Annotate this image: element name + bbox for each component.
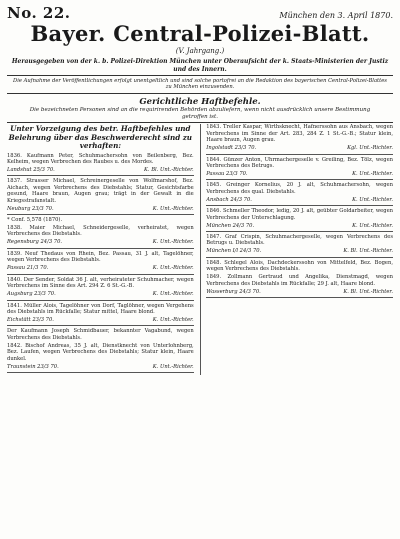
entry-signature bbox=[7, 317, 194, 323]
entry-signature bbox=[206, 289, 393, 295]
entry-office: K. Unt.-Richter. bbox=[352, 222, 393, 229]
entry-place: Ansbach 24/3 70. bbox=[206, 196, 252, 203]
warrant-entry: 1847. Graf Crispin, Schuhmachergeselle, wegen Verbrechens des Betrugs u. Diebstahls. bbox=[206, 234, 393, 247]
entry-office: K. Bl. Unt.-Richter. bbox=[343, 288, 393, 295]
right-column bbox=[206, 124, 393, 375]
section-rule bbox=[7, 122, 393, 123]
entry-signature bbox=[206, 223, 393, 229]
entry-place: Ingolstadt 23/3 70. bbox=[206, 145, 257, 152]
warrant-entry: * Conf. 5,578 (1870). bbox=[7, 217, 63, 224]
entry-office: K. Unt.-Richter. bbox=[152, 265, 194, 272]
entry-separator bbox=[206, 179, 393, 180]
notice-rule bbox=[7, 93, 393, 94]
warrant-entry: 1836. Kaufmann Peter, Schuhmachersohn von Beilenberg, Bez. Kelheim, wegen Verbrechen des Raubes u. des Mordes. bbox=[7, 152, 194, 166]
entry-separator bbox=[7, 372, 194, 373]
issue-number: No. 22. bbox=[7, 4, 71, 22]
entry-place: Wasserburg 24/3 70. bbox=[206, 288, 261, 295]
entry-place: Eichstätt 23/3 70. bbox=[7, 316, 54, 323]
entry-separator bbox=[7, 175, 194, 176]
entry-office: K. Unt.-Richter. bbox=[152, 291, 194, 298]
entry-place: Traunstein 23/3 70. bbox=[7, 363, 59, 370]
entry-separator bbox=[7, 274, 194, 275]
masthead-top bbox=[7, 4, 393, 20]
newspaper-page bbox=[7, 4, 393, 531]
warrant-entry: 1839. Neuf Thedaus von Rhein, Bez. Passau, 31 J. alt, Tagelöhner, wegen Verbrechens des Diebstahls. bbox=[7, 250, 194, 264]
warrant-entry: 1842. Bischof Andreas, 35 J. alt, Dienstknecht von Unterlohnberg, Bez. Laufen, wegen Verbrechens des Diebstahls; Statur klein, Haare dunkel. bbox=[7, 342, 194, 362]
entry-office: Kgl. Unt.-Richter. bbox=[347, 145, 393, 152]
entry-place: Passau 21/3 70. bbox=[7, 265, 49, 272]
entry-signature bbox=[206, 145, 393, 151]
entry-signature bbox=[7, 291, 194, 297]
warrant-entry: 1845. Greinger Kornelius, 20 J. alt, Schuhmachersohn, wegen Verbrechens des qual. Diebstahls. bbox=[206, 182, 393, 195]
entry-signature bbox=[7, 265, 194, 271]
entry-office: K. Bl. Unt.-Richter. bbox=[343, 248, 393, 255]
submission-notice: Die Aufnahme der Veröffentlichungen erfolgt unentgeltlich und sind solche portofrei an die Redaktion des bayerischen Central-Polizei-Blattes zu München einzusenden. bbox=[13, 78, 387, 91]
entry-separator bbox=[206, 257, 393, 258]
entry-office: K. Unt.-Richter. bbox=[352, 196, 393, 203]
header-rule bbox=[7, 75, 393, 76]
entry-separator bbox=[7, 248, 194, 249]
volume-label: (V. Jahrgang.) bbox=[175, 47, 225, 55]
entry-signature bbox=[206, 248, 393, 254]
warrant-entry: 1844. Günzer Anton, Uhrmachergeselle v. Greiling, Bez. Tölz, wegen Verbrechens des Betrugs. bbox=[206, 156, 393, 170]
warrant-entry: 1840. Der Sender, Soldat 36 J. alt, verheirateter Schuhmacher, wegen Verbrechens im Sinne des Art. 294 Z. 6 St.-G.-B. bbox=[7, 276, 194, 290]
entry-place: Neuburg 23/3 70. bbox=[7, 205, 54, 212]
columns bbox=[7, 124, 393, 375]
entry-place: München 24/3 70. bbox=[206, 222, 255, 229]
warrant-entry: 1846. Schmeller Theodor, ledig, 20 J. alt, geübter Goldarbeiter, wegen Verbrechens der Unterschlagung. bbox=[206, 208, 393, 221]
entry-signature bbox=[7, 364, 194, 370]
entry-signature bbox=[206, 197, 393, 203]
entry-separator bbox=[206, 297, 393, 298]
left-column-heading: Unter Vorzeigung des betr. Haftbefehles und Belehrung über das Beschwerderecht sind zu verhaften: bbox=[8, 124, 193, 151]
publisher-line: Herausgegeben von der k. b. Polizei-Direktion München unter Oberaufsicht der k. Staats-Ministerien der Justiz und des Innern. bbox=[11, 58, 389, 73]
section-title: Gerichtliche Haftbefehle. bbox=[139, 96, 261, 107]
entry-place: Regensburg 24/3 70. bbox=[7, 239, 63, 246]
entry-office: K. Unt.-Richter. bbox=[352, 171, 393, 178]
entry-separator bbox=[7, 214, 194, 215]
entry-separator bbox=[7, 325, 194, 326]
entry-place: München I/l 24/3 70. bbox=[206, 248, 262, 255]
entry-signature bbox=[7, 167, 194, 173]
warrant-entry: 1837. Strasser Michael, Schreinergeselle von Wolfmarshof, Bez. Aichach, wegen Verbrechens des Diebstahls; Statur, Gesichtsfarbe gesund, Haare braun, Augen grau; trägt in der Gewalt in die Kriegsstrafanstalt. bbox=[7, 178, 194, 204]
warrant-entry: 1849. Zollmann Gertraud und Angelika, Dienstmagd, wegen Verbrechens des Diebstahls im Rückfalle; 29 J. alt, Haare blond. bbox=[206, 274, 393, 287]
warrant-entry: 1843. Treller Kaspar, Wirthsknecht, Hafnerssohn aus Ansbach, wegen Verbrechens im Sinne der Art. 283, 284 Z. 1 St.-G.-B.; Statur klein, Haare braun, Augen grau. bbox=[206, 124, 393, 144]
entry-office: K. Unt.-Richter. bbox=[152, 205, 194, 212]
entry-separator bbox=[206, 154, 393, 155]
entry-separator bbox=[7, 300, 194, 301]
entry-separator bbox=[206, 205, 393, 206]
entry-office: K. Bl. Unt.-Richter. bbox=[144, 167, 194, 174]
warrant-entry: 1848. Schlegel Alois, Dachdeckerssohn von Mittelfeld, Bez. Bogen, wegen Verbrechens des Diebstahls. bbox=[206, 259, 393, 273]
warrant-entry: Der Kaufmann Joseph Schmidbauer, bekannter Vagabund, wegen Verbrechens des Diebstahls. bbox=[7, 328, 194, 341]
entry-place: Augsburg 23/3 70. bbox=[7, 291, 56, 298]
entry-signature bbox=[206, 171, 393, 177]
entry-signature bbox=[7, 206, 194, 212]
warrant-entry: 1841. Müller Alois, Tagelöhner von Dorf, Taglöhner, wegen Vergehens des Diebstahls im Rückfalle; Statur mittel, Haare blond. bbox=[7, 302, 194, 315]
entry-place: Landshut 25/3 70. bbox=[7, 167, 55, 174]
entry-office: K. Unt.-Richter. bbox=[152, 239, 194, 246]
entry-place: Passau 23/3 70. bbox=[206, 171, 248, 178]
left-column bbox=[7, 124, 194, 375]
entry-office: K. Unt.-Richter. bbox=[152, 363, 194, 370]
issue-date: München den 3. April 1870. bbox=[279, 11, 393, 20]
column-divider bbox=[200, 124, 201, 375]
entry-signature bbox=[7, 239, 194, 245]
entry-office: K. Unt.-Richter. bbox=[152, 316, 194, 323]
page-title: Bayer. Central-Polizei-Blatt. bbox=[30, 21, 370, 46]
entry-separator bbox=[206, 231, 393, 232]
section-subtitle: Die bezeichneten Personen sind an die requirirenden Behörden abzuliefern, wenn nicht ausdrücklich unsere Bestimmung getroffen ist. bbox=[29, 106, 371, 120]
warrant-entry: 1838. Maier Michael, Schneidergeselle, verheiratet, wegen Verbrechens des Diebstahls. bbox=[7, 225, 194, 238]
